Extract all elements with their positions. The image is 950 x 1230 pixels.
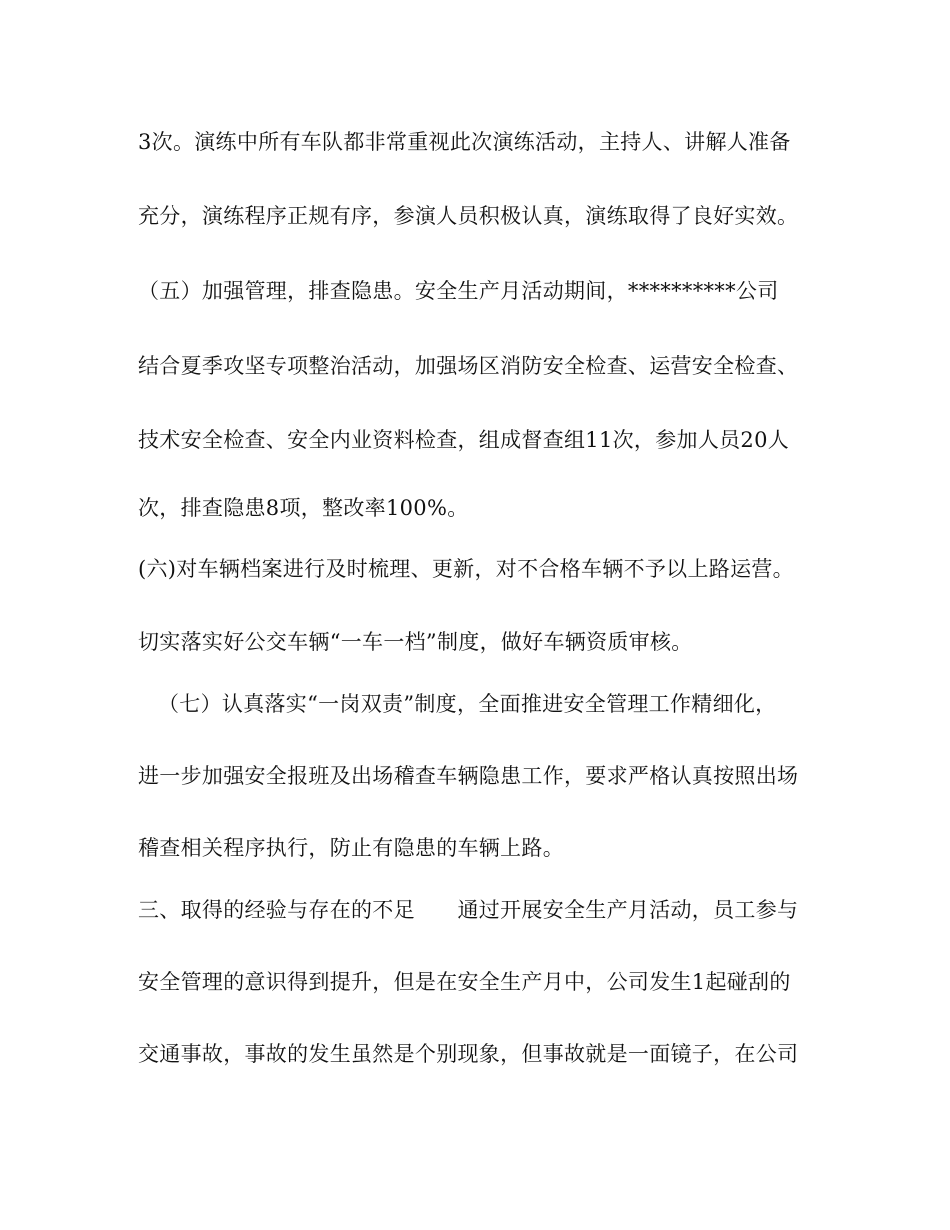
text-line: 进一步加强安全报班及出场稽查车辆隐患工作，要求严格认真按照出场 — [138, 764, 799, 788]
text-line: 切实落实好公交车辆“一车一档”制度，做好车辆资质审核。 — [138, 630, 693, 654]
text-line: 安全管理的意识得到提升，但是在安全生产月中，公司发生1起碰刮的 — [138, 970, 791, 994]
text-line: 结合夏季攻坚专项整治活动，加强场区消防安全检查、运营安全检查、 — [138, 354, 799, 378]
text-line: 技术安全检查、安全内业资料检查，组成督查组11次，参加人员20人 — [138, 428, 790, 452]
text-line: (六)对车辆档案进行及时梳理、更新，对不合格车辆不予以上路运营。 — [138, 557, 794, 581]
text-line: 3次。演练中所有车队都非常重视此次演练活动，主持人、讲解人准备 — [138, 130, 791, 154]
text-line: 稽查相关程序执行，防止有隐患的车辆上路。 — [138, 836, 564, 860]
text-line: （五）加强管理，排查隐患。安全生产月活动期间，**********公司 — [138, 279, 779, 303]
text-line: 三、取得的经验与存在的不足 通过开展安全生产月活动，员工参与 — [138, 898, 799, 922]
text-line: 次，排查隐患8项，整改率100%。 — [138, 496, 469, 520]
text-line: 充分，演练程序正规有序，参演人员积极认真，演练取得了良好实效。 — [138, 204, 799, 228]
text-line: （七）认真落实“一岗双责”制度，全面推进安全管理工作精细化， — [158, 692, 777, 716]
text-line: 交通事故，事故的发生虽然是个别现象，但事故就是一面镜子，在公司 — [138, 1042, 799, 1066]
